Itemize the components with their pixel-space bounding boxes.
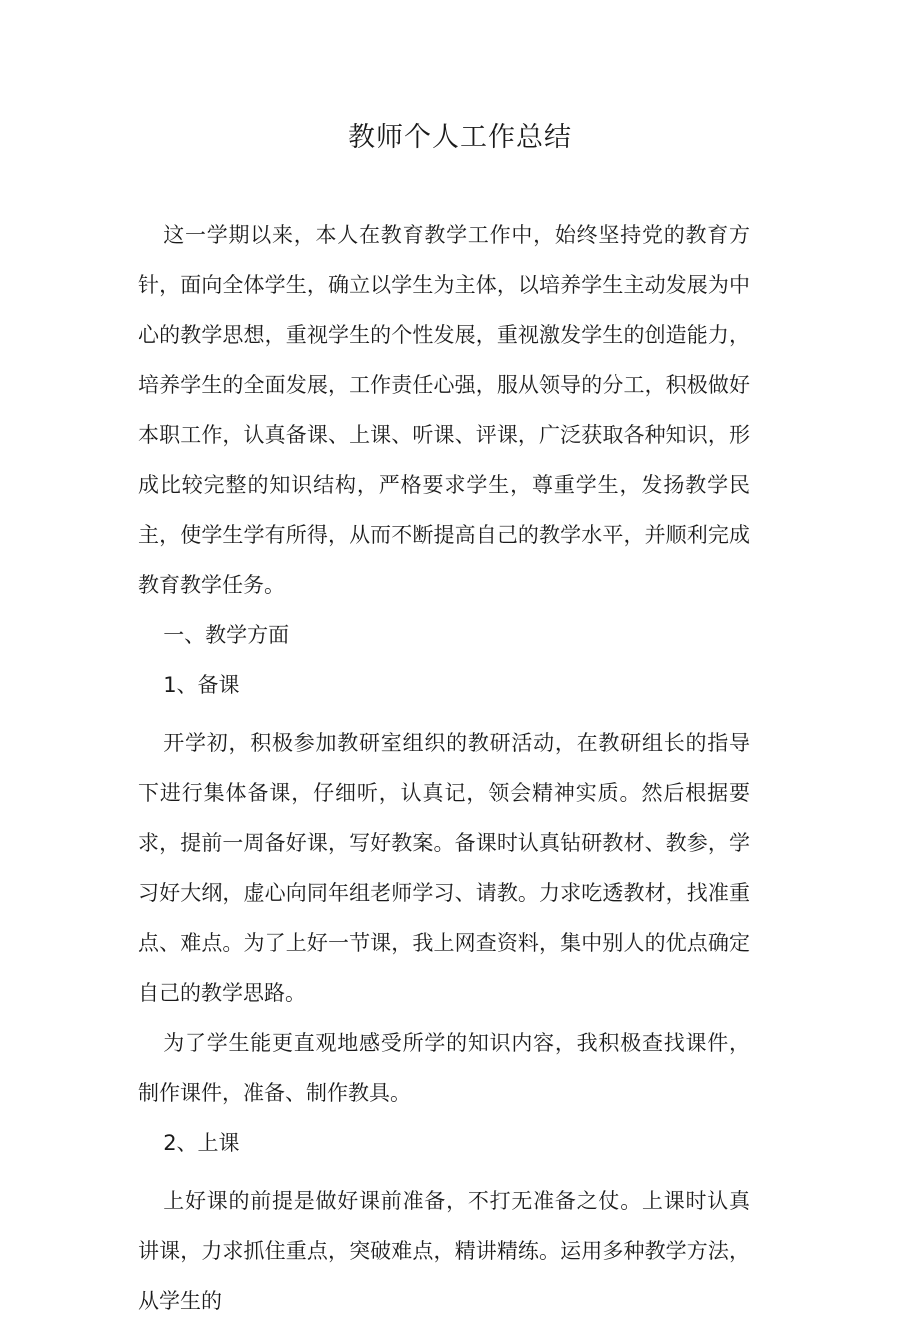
lesson-prep-paragraph-2: 为了学生能更直观地感受所学的知识内容，我积极查找课件，制作课件，准备、制作教具。 [138,1031,750,1105]
spacer [138,1168,750,1176]
document-title: 教师个人工作总结 [348,122,572,153]
subheading-class: 2、上课 [163,1131,240,1155]
lesson-prep-paragraph-1: 开学初，积极参加教研室组织的教研活动，在教研组长的指导下进行集体备课，仔细听，认真记，领会精神实质。然后根据要求，提前一周备好课，写好教案。备课时认真钻研教材、教参，学习好大纲，虚心向同年组老师学习、请教。力求吃透教材，找准重点、难点。为了上好一节课，我上网查资料，集中别人的优点确定自己的教学思路。 [138,731,750,1005]
intro-paragraph: 这一学期以来，本人在教育教学工作中，始终坚持党的教育方针，面向全体学生，确立以学生为主体，以培养学生主动发展为中心的教学思想，重视学生的个性发展，重视激发学生的创造能力，培养学生的全面发展，工作责任心强，服从领导的分工，积极做好本职工作，认真备课、上课、听课、评课，广泛获取各种知识，形成比较完整的知识结构，严格要求学生，尊重学生，发扬教学民主，使学生学有所得，从而不断提高自己的教学水平，并顺利完成教育教学任务。 [138,223,750,597]
subheading-lesson-prep: 1、备课 [163,673,240,697]
class-paragraph-1: 上好课的前提是做好课前准备，不打无准备之仗。上课时认真讲课，力求抓住重点，突破难点，精讲精练。运用多种教学方法，从学生的 [138,1189,750,1313]
section-heading-teaching: 一、教学方面 [163,623,290,647]
document-body [138,210,750,1326]
spacer [138,710,750,718]
